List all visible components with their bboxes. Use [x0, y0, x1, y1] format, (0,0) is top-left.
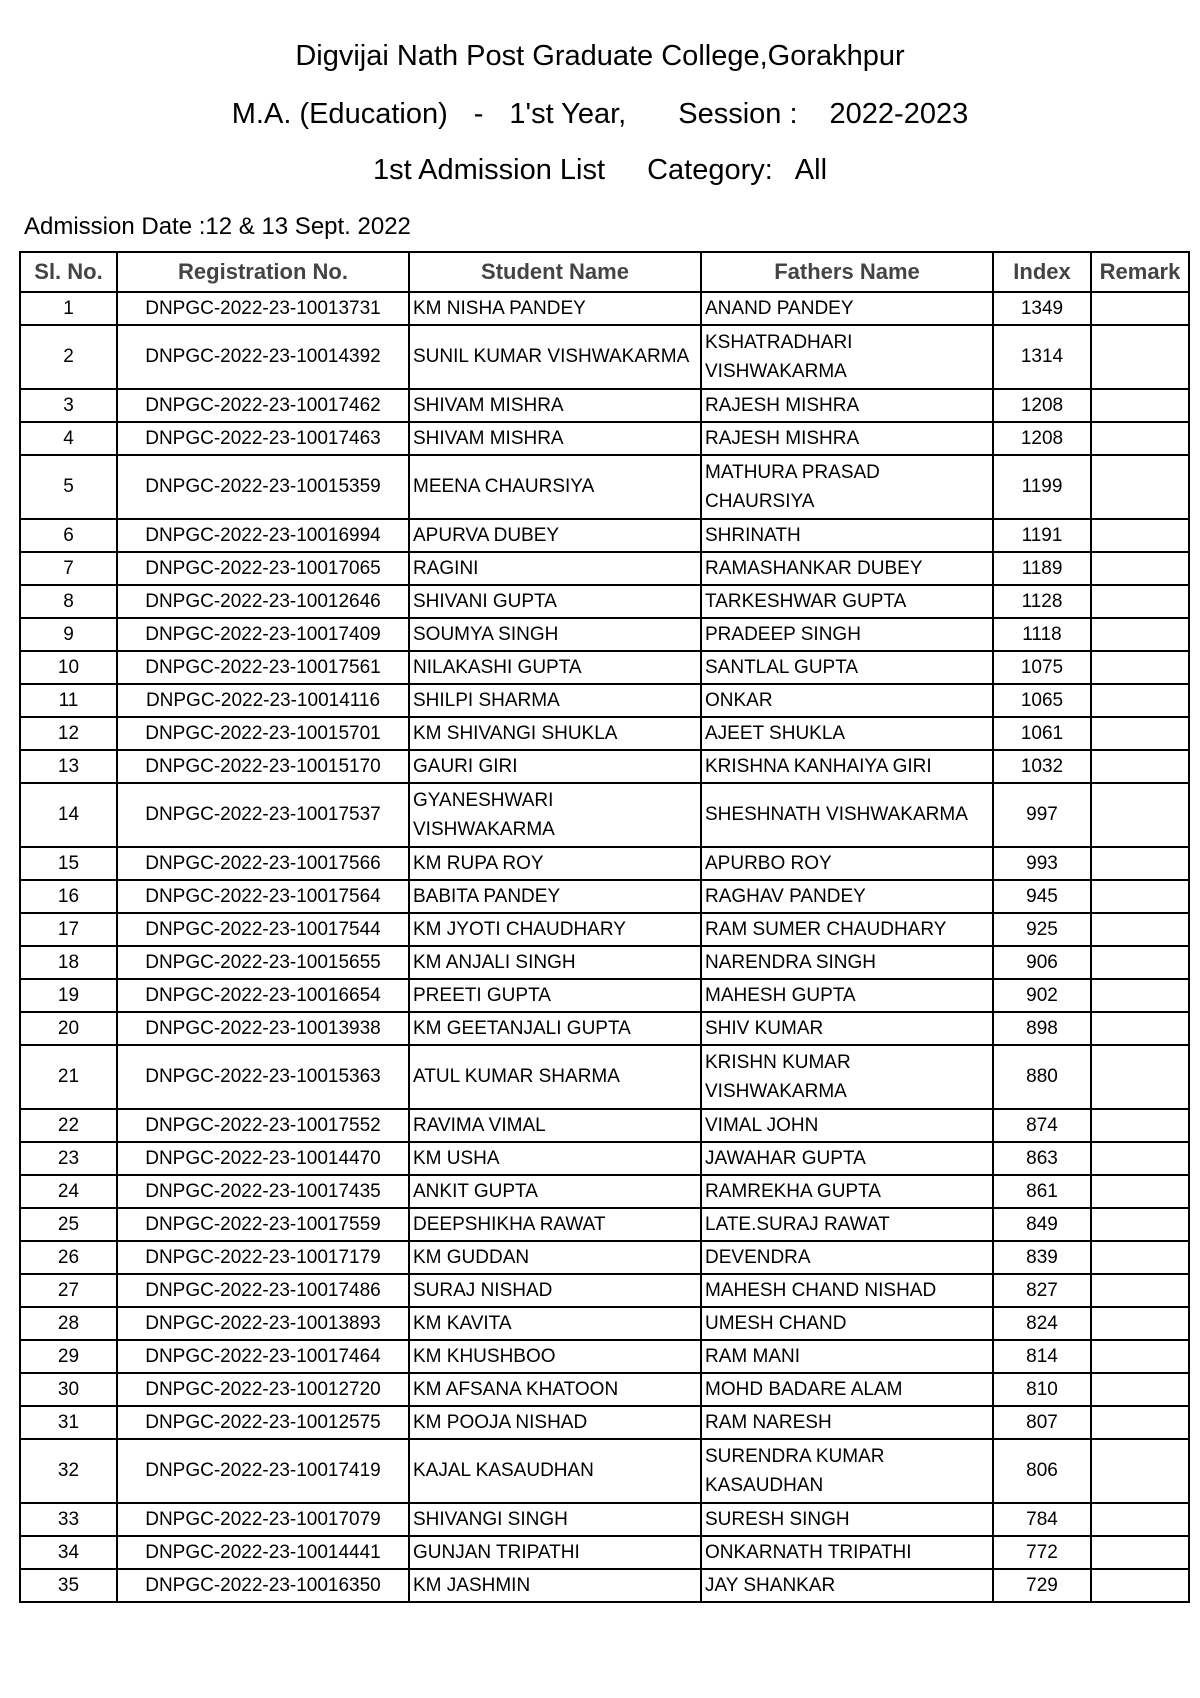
cell-sl-no: 14 — [20, 783, 117, 847]
cell-fathers-name: SURESH SINGH — [701, 1503, 993, 1536]
cell-fathers-name: SANTLAL GUPTA — [701, 651, 993, 684]
cell-index: 814 — [993, 1340, 1091, 1373]
cell-index: 874 — [993, 1109, 1091, 1142]
cell-sl-no: 10 — [20, 651, 117, 684]
cell-fathers-name: NARENDRA SINGH — [701, 946, 993, 979]
category-value: All — [794, 154, 828, 186]
cell-remark — [1091, 1045, 1189, 1109]
col-header-fathers-name: Fathers Name — [701, 252, 993, 292]
cell-student-name: KM GEETANJALI GUPTA — [409, 1012, 701, 1045]
cell-remark — [1091, 1406, 1189, 1439]
cell-registration-no: DNPGC-2022-23-10012646 — [117, 585, 409, 618]
table-row — [20, 1012, 1189, 1045]
cell-registration-no: DNPGC-2022-23-10013731 — [117, 292, 409, 325]
cell-student-name: KM KHUSHBOO — [409, 1340, 701, 1373]
cell-index: 827 — [993, 1274, 1091, 1307]
cell-student-name: GUNJAN TRIPATHI — [409, 1536, 701, 1569]
cell-student-name: KM AFSANA KHATOON — [409, 1373, 701, 1406]
cell-fathers-name: SURENDRA KUMAR KASAUDHAN — [701, 1439, 993, 1503]
table-row — [20, 979, 1189, 1012]
cell-registration-no: DNPGC-2022-23-10014470 — [117, 1142, 409, 1175]
table-row — [20, 1208, 1189, 1241]
cell-index: 1349 — [993, 292, 1091, 325]
cell-index: 849 — [993, 1208, 1091, 1241]
cell-index: 1032 — [993, 750, 1091, 783]
cell-sl-no: 25 — [20, 1208, 117, 1241]
category-label: Category: — [647, 154, 773, 186]
cell-sl-no: 29 — [20, 1340, 117, 1373]
list-line — [0, 154, 1200, 187]
cell-registration-no: DNPGC-2022-23-10015655 — [117, 946, 409, 979]
cell-sl-no: 30 — [20, 1373, 117, 1406]
cell-fathers-name: JAWAHAR GUPTA — [701, 1142, 993, 1175]
cell-student-name: KM GUDDAN — [409, 1241, 701, 1274]
cell-fathers-name: RAM NARESH — [701, 1406, 993, 1439]
cell-fathers-name: APURBO ROY — [701, 847, 993, 880]
cell-index: 729 — [993, 1569, 1091, 1602]
cell-remark — [1091, 455, 1189, 519]
course-separator: - — [473, 98, 484, 130]
cell-sl-no: 5 — [20, 455, 117, 519]
course-year: 1'st Year, — [509, 98, 627, 130]
table-row — [20, 880, 1189, 913]
cell-student-name: KM JYOTI CHAUDHARY — [409, 913, 701, 946]
cell-student-name: KM RUPA ROY — [409, 847, 701, 880]
cell-remark — [1091, 585, 1189, 618]
cell-remark — [1091, 1012, 1189, 1045]
cell-remark — [1091, 1373, 1189, 1406]
cell-index: 925 — [993, 913, 1091, 946]
table-row — [20, 913, 1189, 946]
table-row — [20, 717, 1189, 750]
cell-fathers-name: AJEET SHUKLA — [701, 717, 993, 750]
cell-fathers-name: RAMREKHA GUPTA — [701, 1175, 993, 1208]
cell-remark — [1091, 1208, 1189, 1241]
cell-fathers-name: RAM SUMER CHAUDHARY — [701, 913, 993, 946]
cell-fathers-name: MAHESH GUPTA — [701, 979, 993, 1012]
cell-sl-no: 27 — [20, 1274, 117, 1307]
cell-sl-no: 6 — [20, 519, 117, 552]
cell-student-name: RAVIMA VIMAL — [409, 1109, 701, 1142]
cell-index: 863 — [993, 1142, 1091, 1175]
cell-fathers-name: KRISHN KUMAR VISHWAKARMA — [701, 1045, 993, 1109]
cell-registration-no: DNPGC-2022-23-10017464 — [117, 1340, 409, 1373]
cell-registration-no: DNPGC-2022-23-10016350 — [117, 1569, 409, 1602]
cell-fathers-name: PRADEEP SINGH — [701, 618, 993, 651]
cell-sl-no: 21 — [20, 1045, 117, 1109]
cell-index: 839 — [993, 1241, 1091, 1274]
cell-student-name: KM NISHA PANDEY — [409, 292, 701, 325]
table-row — [20, 1569, 1189, 1602]
cell-student-name: SHIVANGI SINGH — [409, 1503, 701, 1536]
table-row — [20, 1274, 1189, 1307]
cell-registration-no: DNPGC-2022-23-10014116 — [117, 684, 409, 717]
cell-remark — [1091, 783, 1189, 847]
cell-registration-no: DNPGC-2022-23-10015359 — [117, 455, 409, 519]
cell-index: 993 — [993, 847, 1091, 880]
cell-index: 902 — [993, 979, 1091, 1012]
cell-index: 906 — [993, 946, 1091, 979]
table-row — [20, 1439, 1189, 1503]
cell-fathers-name: RAMASHANKAR DUBEY — [701, 552, 993, 585]
session-value: 2022-2023 — [829, 98, 969, 130]
admission-table — [19, 251, 1190, 1603]
cell-student-name: SUNIL KUMAR VISHWAKARMA — [409, 325, 701, 389]
cell-student-name: BABITA PANDEY — [409, 880, 701, 913]
cell-registration-no: DNPGC-2022-23-10012575 — [117, 1406, 409, 1439]
cell-fathers-name: DEVENDRA — [701, 1241, 993, 1274]
cell-student-name: MEENA CHAURSIYA — [409, 455, 701, 519]
cell-remark — [1091, 946, 1189, 979]
course-name: M.A. (Education) — [231, 98, 448, 130]
table-row — [20, 1503, 1189, 1536]
table-row — [20, 1340, 1189, 1373]
cell-student-name: SHILPI SHARMA — [409, 684, 701, 717]
cell-fathers-name: SHIV KUMAR — [701, 1012, 993, 1045]
col-header-index: Index — [993, 252, 1091, 292]
cell-fathers-name: MATHURA PRASAD CHAURSIYA — [701, 455, 993, 519]
cell-index: 898 — [993, 1012, 1091, 1045]
cell-student-name: SURAJ NISHAD — [409, 1274, 701, 1307]
cell-remark — [1091, 979, 1189, 1012]
cell-fathers-name: KSHATRADHARI VISHWAKARMA — [701, 325, 993, 389]
cell-remark — [1091, 552, 1189, 585]
cell-remark — [1091, 913, 1189, 946]
cell-sl-no: 11 — [20, 684, 117, 717]
cell-student-name: PREETI GUPTA — [409, 979, 701, 1012]
cell-registration-no: DNPGC-2022-23-10013893 — [117, 1307, 409, 1340]
cell-student-name: KM SHIVANGI SHUKLA — [409, 717, 701, 750]
cell-remark — [1091, 1307, 1189, 1340]
cell-registration-no: DNPGC-2022-23-10017463 — [117, 422, 409, 455]
cell-sl-no: 34 — [20, 1536, 117, 1569]
cell-student-name: KM POOJA NISHAD — [409, 1406, 701, 1439]
cell-fathers-name: ONKAR — [701, 684, 993, 717]
cell-fathers-name: MAHESH CHAND NISHAD — [701, 1274, 993, 1307]
table-row — [20, 946, 1189, 979]
cell-fathers-name: SHRINATH — [701, 519, 993, 552]
cell-student-name: KM ANJALI SINGH — [409, 946, 701, 979]
cell-sl-no: 31 — [20, 1406, 117, 1439]
cell-index: 810 — [993, 1373, 1091, 1406]
table-row — [20, 847, 1189, 880]
table-row — [20, 750, 1189, 783]
cell-remark — [1091, 717, 1189, 750]
cell-remark — [1091, 1142, 1189, 1175]
cell-registration-no: DNPGC-2022-23-10017537 — [117, 783, 409, 847]
table-row — [20, 684, 1189, 717]
cell-sl-no: 8 — [20, 585, 117, 618]
cell-index: 880 — [993, 1045, 1091, 1109]
cell-index: 1061 — [993, 717, 1091, 750]
cell-remark — [1091, 1340, 1189, 1373]
cell-remark — [1091, 1241, 1189, 1274]
cell-fathers-name: RAJESH MISHRA — [701, 389, 993, 422]
cell-index: 1199 — [993, 455, 1091, 519]
cell-student-name: KM KAVITA — [409, 1307, 701, 1340]
table-row — [20, 422, 1189, 455]
cell-index: 1189 — [993, 552, 1091, 585]
cell-fathers-name: ANAND PANDEY — [701, 292, 993, 325]
table-row — [20, 1536, 1189, 1569]
cell-student-name: SHIVAM MISHRA — [409, 389, 701, 422]
cell-student-name: SOUMYA SINGH — [409, 618, 701, 651]
table-row — [20, 292, 1189, 325]
cell-registration-no: DNPGC-2022-23-10017179 — [117, 1241, 409, 1274]
table-row — [20, 455, 1189, 519]
cell-registration-no: DNPGC-2022-23-10017564 — [117, 880, 409, 913]
cell-sl-no: 28 — [20, 1307, 117, 1340]
cell-sl-no: 20 — [20, 1012, 117, 1045]
table-row — [20, 325, 1189, 389]
cell-fathers-name: RAM MANI — [701, 1340, 993, 1373]
table-row — [20, 783, 1189, 847]
cell-index: 1075 — [993, 651, 1091, 684]
table-row — [20, 1241, 1189, 1274]
cell-fathers-name: KRISHNA KANHAIYA GIRI — [701, 750, 993, 783]
cell-registration-no: DNPGC-2022-23-10013938 — [117, 1012, 409, 1045]
table-row — [20, 1307, 1189, 1340]
cell-registration-no: DNPGC-2022-23-10017561 — [117, 651, 409, 684]
cell-remark — [1091, 651, 1189, 684]
cell-index: 824 — [993, 1307, 1091, 1340]
cell-registration-no: DNPGC-2022-23-10017559 — [117, 1208, 409, 1241]
cell-remark — [1091, 389, 1189, 422]
cell-student-name: RAGINI — [409, 552, 701, 585]
cell-student-name: ATUL KUMAR SHARMA — [409, 1045, 701, 1109]
cell-index: 807 — [993, 1406, 1091, 1439]
cell-remark — [1091, 880, 1189, 913]
cell-sl-no: 32 — [20, 1439, 117, 1503]
cell-index: 784 — [993, 1503, 1091, 1536]
cell-registration-no: DNPGC-2022-23-10017079 — [117, 1503, 409, 1536]
cell-sl-no: 9 — [20, 618, 117, 651]
cell-sl-no: 35 — [20, 1569, 117, 1602]
cell-student-name: ANKIT GUPTA — [409, 1175, 701, 1208]
cell-remark — [1091, 422, 1189, 455]
cell-remark — [1091, 1439, 1189, 1503]
cell-index: 1128 — [993, 585, 1091, 618]
table-row — [20, 389, 1189, 422]
cell-fathers-name: TARKESHWAR GUPTA — [701, 585, 993, 618]
cell-sl-no: 18 — [20, 946, 117, 979]
cell-student-name: GYANESHWARI VISHWAKARMA — [409, 783, 701, 847]
cell-remark — [1091, 684, 1189, 717]
cell-registration-no: DNPGC-2022-23-10015363 — [117, 1045, 409, 1109]
table-row — [20, 1045, 1189, 1109]
table-row — [20, 1109, 1189, 1142]
cell-index: 772 — [993, 1536, 1091, 1569]
table-row — [20, 1175, 1189, 1208]
cell-sl-no: 12 — [20, 717, 117, 750]
cell-fathers-name: RAGHAV PANDEY — [701, 880, 993, 913]
cell-registration-no: DNPGC-2022-23-10014392 — [117, 325, 409, 389]
table-row — [20, 519, 1189, 552]
cell-student-name: KM JASHMIN — [409, 1569, 701, 1602]
cell-index: 1118 — [993, 618, 1091, 651]
cell-registration-no: DNPGC-2022-23-10015701 — [117, 717, 409, 750]
cell-remark — [1091, 1536, 1189, 1569]
admission-date: Admission Date :12 & 13 Sept. 2022 — [24, 213, 411, 240]
cell-sl-no: 17 — [20, 913, 117, 946]
table-row — [20, 1373, 1189, 1406]
cell-registration-no: DNPGC-2022-23-10017462 — [117, 389, 409, 422]
cell-index: 861 — [993, 1175, 1091, 1208]
cell-remark — [1091, 750, 1189, 783]
cell-registration-no: DNPGC-2022-23-10017409 — [117, 618, 409, 651]
cell-sl-no: 13 — [20, 750, 117, 783]
cell-index: 1191 — [993, 519, 1091, 552]
cell-remark — [1091, 1569, 1189, 1602]
table-header-row — [20, 252, 1189, 292]
cell-registration-no: DNPGC-2022-23-10017435 — [117, 1175, 409, 1208]
cell-sl-no: 16 — [20, 880, 117, 913]
col-header-student-name: Student Name — [409, 252, 701, 292]
cell-sl-no: 3 — [20, 389, 117, 422]
cell-student-name: DEEPSHIKHA RAWAT — [409, 1208, 701, 1241]
cell-fathers-name: RAJESH MISHRA — [701, 422, 993, 455]
cell-sl-no: 2 — [20, 325, 117, 389]
cell-index: 1208 — [993, 389, 1091, 422]
table-row — [20, 552, 1189, 585]
cell-registration-no: DNPGC-2022-23-10017419 — [117, 1439, 409, 1503]
cell-fathers-name: ONKARNATH TRIPATHI — [701, 1536, 993, 1569]
cell-sl-no: 7 — [20, 552, 117, 585]
cell-remark — [1091, 292, 1189, 325]
cell-sl-no: 33 — [20, 1503, 117, 1536]
cell-registration-no: DNPGC-2022-23-10017065 — [117, 552, 409, 585]
cell-student-name: SHIVANI GUPTA — [409, 585, 701, 618]
course-line — [0, 98, 1200, 131]
cell-sl-no: 23 — [20, 1142, 117, 1175]
cell-student-name: SHIVAM MISHRA — [409, 422, 701, 455]
table-row — [20, 1406, 1189, 1439]
cell-registration-no: DNPGC-2022-23-10017544 — [117, 913, 409, 946]
cell-remark — [1091, 519, 1189, 552]
table-row — [20, 618, 1189, 651]
cell-sl-no: 4 — [20, 422, 117, 455]
college-title: Digvijai Nath Post Graduate College,Gorakhpur — [295, 40, 905, 72]
cell-student-name: APURVA DUBEY — [409, 519, 701, 552]
cell-registration-no: DNPGC-2022-23-10017486 — [117, 1274, 409, 1307]
cell-index: 806 — [993, 1439, 1091, 1503]
col-header-sl-no: Sl. No. — [20, 252, 117, 292]
cell-fathers-name: JAY SHANKAR — [701, 1569, 993, 1602]
cell-remark — [1091, 1503, 1189, 1536]
cell-index: 1065 — [993, 684, 1091, 717]
list-name: 1st Admission List — [372, 154, 606, 186]
col-header-remark: Remark — [1091, 252, 1189, 292]
cell-registration-no: DNPGC-2022-23-10016654 — [117, 979, 409, 1012]
table-row — [20, 651, 1189, 684]
cell-student-name: GAURI GIRI — [409, 750, 701, 783]
cell-sl-no: 1 — [20, 292, 117, 325]
cell-student-name: NILAKASHI GUPTA — [409, 651, 701, 684]
cell-sl-no: 22 — [20, 1109, 117, 1142]
cell-sl-no: 19 — [20, 979, 117, 1012]
cell-fathers-name: LATE.SURAJ RAWAT — [701, 1208, 993, 1241]
cell-remark — [1091, 847, 1189, 880]
cell-remark — [1091, 1109, 1189, 1142]
cell-sl-no: 15 — [20, 847, 117, 880]
cell-registration-no: DNPGC-2022-23-10017552 — [117, 1109, 409, 1142]
cell-registration-no: DNPGC-2022-23-10012720 — [117, 1373, 409, 1406]
cell-index: 1208 — [993, 422, 1091, 455]
cell-registration-no: DNPGC-2022-23-10015170 — [117, 750, 409, 783]
cell-remark — [1091, 1274, 1189, 1307]
cell-index: 945 — [993, 880, 1091, 913]
cell-registration-no: DNPGC-2022-23-10014441 — [117, 1536, 409, 1569]
cell-student-name: KM USHA — [409, 1142, 701, 1175]
table-row — [20, 1142, 1189, 1175]
cell-registration-no: DNPGC-2022-23-10016994 — [117, 519, 409, 552]
cell-student-name: KAJAL KASAUDHAN — [409, 1439, 701, 1503]
cell-sl-no: 26 — [20, 1241, 117, 1274]
cell-fathers-name: UMESH CHAND — [701, 1307, 993, 1340]
cell-remark — [1091, 325, 1189, 389]
cell-remark — [1091, 618, 1189, 651]
cell-index: 997 — [993, 783, 1091, 847]
col-header-registration-no: Registration No. — [117, 252, 409, 292]
cell-fathers-name: VIMAL JOHN — [701, 1109, 993, 1142]
cell-remark — [1091, 1175, 1189, 1208]
cell-fathers-name: MOHD BADARE ALAM — [701, 1373, 993, 1406]
session-label: Session : — [678, 98, 798, 130]
cell-registration-no: DNPGC-2022-23-10017566 — [117, 847, 409, 880]
cell-fathers-name: SHESHNATH VISHWAKARMA — [701, 783, 993, 847]
cell-sl-no: 24 — [20, 1175, 117, 1208]
table-row — [20, 585, 1189, 618]
cell-index: 1314 — [993, 325, 1091, 389]
